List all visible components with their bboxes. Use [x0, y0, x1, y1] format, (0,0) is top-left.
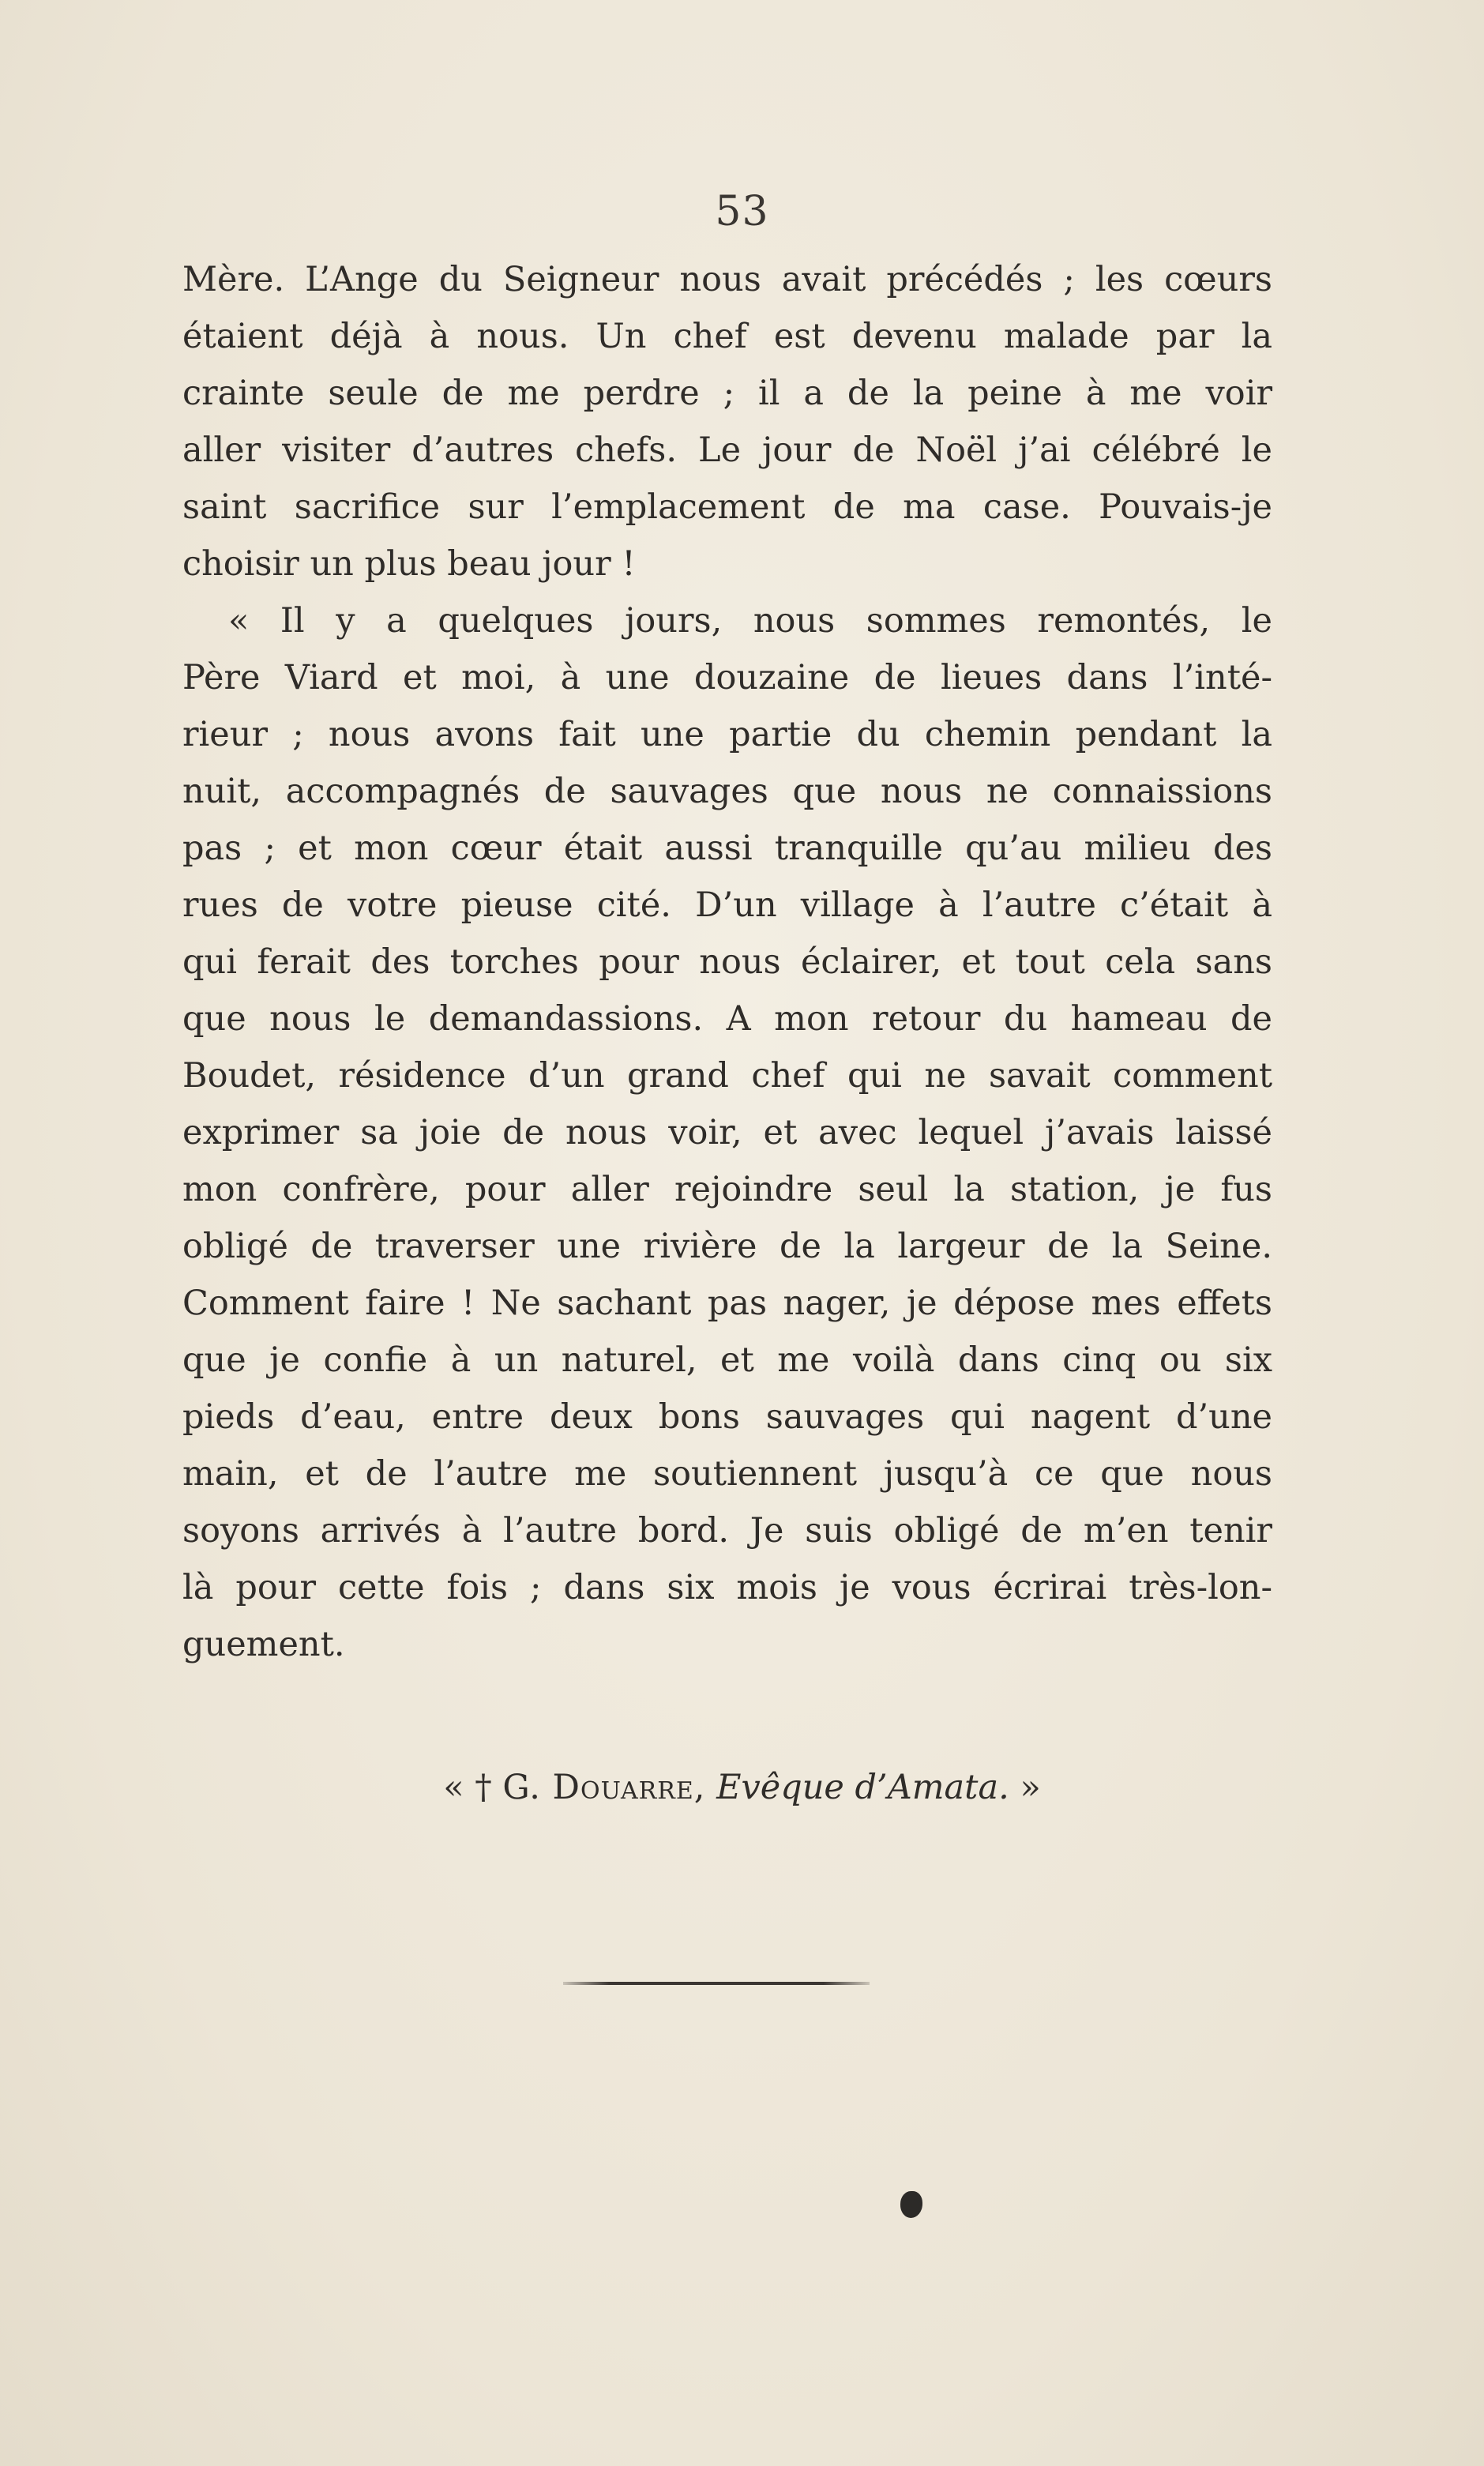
signature-close-quote: »	[1020, 1768, 1041, 1807]
text-line: Mère. L’Ange du Seigneur nous avait précédés ; les cœurs	[182, 260, 1272, 299]
text-line: nuit, accompagnés de sauvages que nous ne connaissions	[182, 772, 1272, 811]
text-line: pas ; et mon cœur était aussi tranquille qu’au milieu des	[182, 829, 1272, 868]
text-line: main, et de l’autre me soutiennent jusqu’à ce que nous	[182, 1454, 1272, 1494]
body-text	[182, 251, 1272, 1673]
signature	[0, 1768, 1484, 1807]
text-line: que nous le demandassions. A mon retour du hameau de	[182, 999, 1272, 1039]
page-number: 53	[715, 188, 769, 235]
text-line: guement.	[182, 1625, 345, 1664]
ink-blot	[900, 2191, 922, 2218]
text-line: choisir un plus beau jour !	[182, 544, 636, 584]
text-line: rues de votre pieuse cité. D’un village à l’autre c’était à	[182, 885, 1272, 925]
signature-open-quote: «	[443, 1768, 464, 1807]
text-line: Père Viard et moi, à une douzaine de lieues dans l’inté-	[182, 658, 1272, 697]
text-line: rieur ; nous avons fait une partie du chemin pendant la	[182, 715, 1272, 754]
text-line: qui ferait des torches pour nous éclairer, et tout cela sans	[182, 942, 1272, 982]
text-line: soyons arrivés à l’autre bord. Je suis obligé de m’en tenir	[182, 1511, 1272, 1551]
text-line: « Il y a quelques jours, nous sommes remontés, le	[228, 601, 1272, 641]
text-line: exprimer sa joie de nous voir, et avec lequel j’avais laissé	[182, 1113, 1272, 1152]
text-line: Comment faire ! Ne sachant pas nager, je dépose mes effets	[182, 1284, 1272, 1323]
text-line: crainte seule de me perdre ; il a de la peine à me voir	[182, 374, 1272, 413]
signature-title: Evêque d’Amata.	[716, 1768, 1009, 1807]
text-line: obligé de traverser une rivière de la largeur de la Seine.	[182, 1227, 1272, 1266]
text-line: pieds d’eau, entre deux bons sauvages qui nagent d’une	[182, 1397, 1272, 1437]
text-line: Boudet, résidence d’un grand chef qui ne savait comment	[182, 1056, 1272, 1096]
section-divider	[563, 1982, 870, 1985]
cross-symbol: †	[475, 1768, 492, 1807]
text-line: aller visiter d’autres chefs. Le jour de Noël j’ai célébré le	[182, 430, 1272, 470]
text-line: saint sacrifice sur l’emplacement de ma case. Pouvais-je	[182, 487, 1272, 527]
text-line: étaient déjà à nous. Un chef est devenu malade par la	[182, 317, 1272, 356]
text-line: là pour cette fois ; dans six mois je vous écrirai très-lon-	[182, 1568, 1272, 1607]
text-line: que je confie à un naturel, et me voilà dans cinq ou six	[182, 1340, 1272, 1380]
signature-name: G. Douarre,	[502, 1768, 706, 1807]
text-line: mon confrère, pour aller rejoindre seul la station, je fus	[182, 1170, 1272, 1209]
